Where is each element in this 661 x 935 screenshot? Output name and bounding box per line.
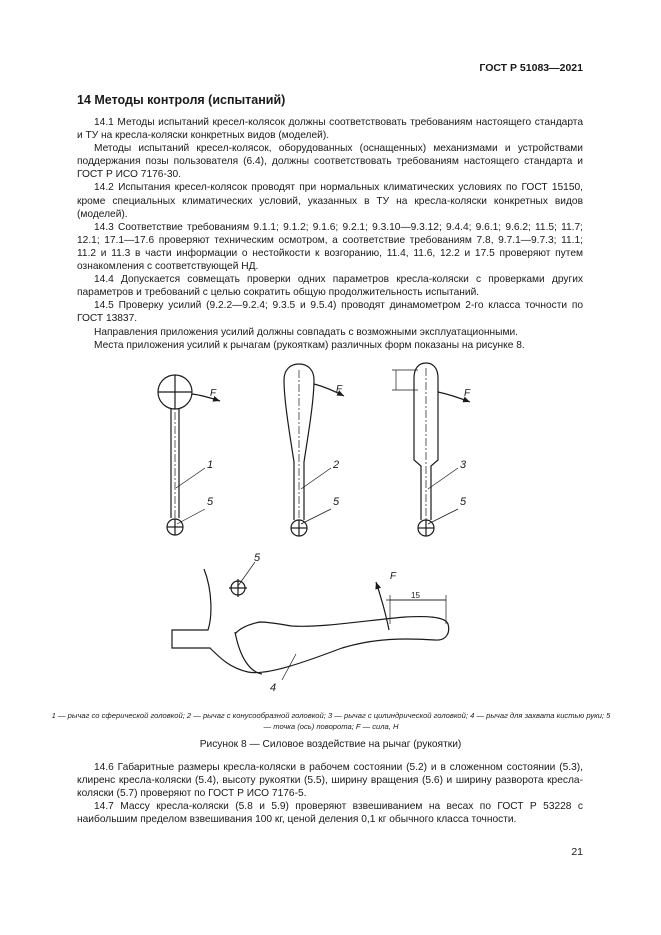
- dimension-label: 15: [411, 591, 420, 600]
- paragraph: 14.7 Массу кресла-коляски (5.8 и 5.9) проверяют взвешиванием на весах по ГОСТ Р 53228 с наибольшим пределом взвешивания 100 кг, ценой деления 0,1 кг обычного класса точности.: [77, 801, 583, 826]
- lever-4-hand-grip: [172, 562, 449, 680]
- paragraph: Направления приложения усилий должны совпадать с возможными эксплуатационными.: [94, 326, 518, 338]
- force-label: F: [464, 388, 471, 399]
- figure-legend: 1 — рычаг со сферической головкой; 2 — рычаг с конусообразной головкой; 3 — рычаг с цилиндрической головкой; 4 — рычаг для захвата кистью руки; 5 — точка (ось) поворота; F — сила, Н: [51, 711, 611, 731]
- paragraph: 14.5 Проверку усилий (9.2.2—9.2.4; 9.3.5 и 9.5.4) проводят динамометром 2-го класса точности по ГОСТ 13837.: [77, 300, 583, 325]
- lever-2-label: 2: [333, 459, 340, 471]
- force-label: F: [390, 571, 397, 582]
- pivot-label: 5: [254, 552, 261, 564]
- paragraph: 14.3 Соответствие требованиям 9.1.1; 9.1.2; 9.1.6; 9.2.1; 9.3.10—9.3.12; 9.4.4; 9.6.1; 9.6.2; 11.5; 11.7; 12.1; 17.1—17.6 проверяют техническим осмотром, а соответствие требованиям 7.8, 9.7.1—9.7.3; 11.1; 11.2 и 11.3 в части информации о нестойкости к возгоранию, 11.4, 11.6, 12.2 и 17.5 проверяют путем ознакомления с соответствующей НД.: [77, 221, 583, 273]
- force-label: F: [336, 384, 343, 395]
- section-body: [77, 116, 583, 352]
- document-header: ГОСТ Р 51083—2021: [479, 62, 583, 74]
- lever-3-label: 3: [460, 459, 467, 471]
- paragraph: Места приложения усилий к рычагам (рукояткам) различных форм показаны на рисунке 8.: [94, 339, 525, 351]
- pivot-label: 5: [207, 496, 214, 508]
- lever-2-cone: [284, 364, 344, 536]
- page-number: 21: [571, 846, 583, 858]
- pivot-label: 5: [460, 496, 467, 508]
- handle-4-label: 4: [270, 682, 277, 694]
- lever-1-label: 1: [207, 459, 214, 471]
- figure-caption: Рисунок 8 — Силовое воздействие на рычаг (рукоятки): [199, 739, 462, 750]
- paragraph: 14.2 Испытания кресел-колясок проводят при нормальных климатических условиях по ГОСТ 15150, кроме специальных климатических условий, указанных в ТУ на кресла-коляски конкретных видов (моделей).: [77, 182, 583, 220]
- lever-1-spherical: [158, 375, 220, 535]
- section-body-continued: [77, 761, 583, 826]
- paragraph: 14.6 Габаритные размеры кресла-коляски в рабочем состоянии (5.2) и в сложенном состоянии (5.3), клиренс кресла-коляски (5.4), высоту рукоятки (5.5), ширину вращения (5.6) и ширину разворота кресла-коляски (5.7) проверяют по ГОСТ Р ИСО 7176-5.: [77, 762, 583, 800]
- lever-3-cylinder: [392, 363, 470, 536]
- paragraph: Методы испытаний кресел-колясок, оборудованных (оснащенных) механизмами и устройствами поддержания позы пользователя (6.4), должны соответствовать требованиям настоящего стандарта и ГОСТ Р ИСО 7176-30.: [77, 143, 583, 181]
- paragraph: 14.4 Допускается совмещать проверки одних параметров кресла-коляски с проверками других параметров и требований с целью сократить общую продолжительность испытаний.: [77, 274, 583, 299]
- pivot-label: 5: [333, 496, 340, 508]
- figure-8: [80, 362, 580, 708]
- lever-drawing: [80, 362, 580, 708]
- force-label: F: [210, 388, 217, 399]
- paragraph: 14.1 Методы испытаний кресел-колясок должны соответствовать требованиям настоящего стандарта и ТУ на кресла-коляски конкретных видов (моделей).: [77, 117, 583, 142]
- section-title: 14 Методы контроля (испытаний): [77, 93, 286, 107]
